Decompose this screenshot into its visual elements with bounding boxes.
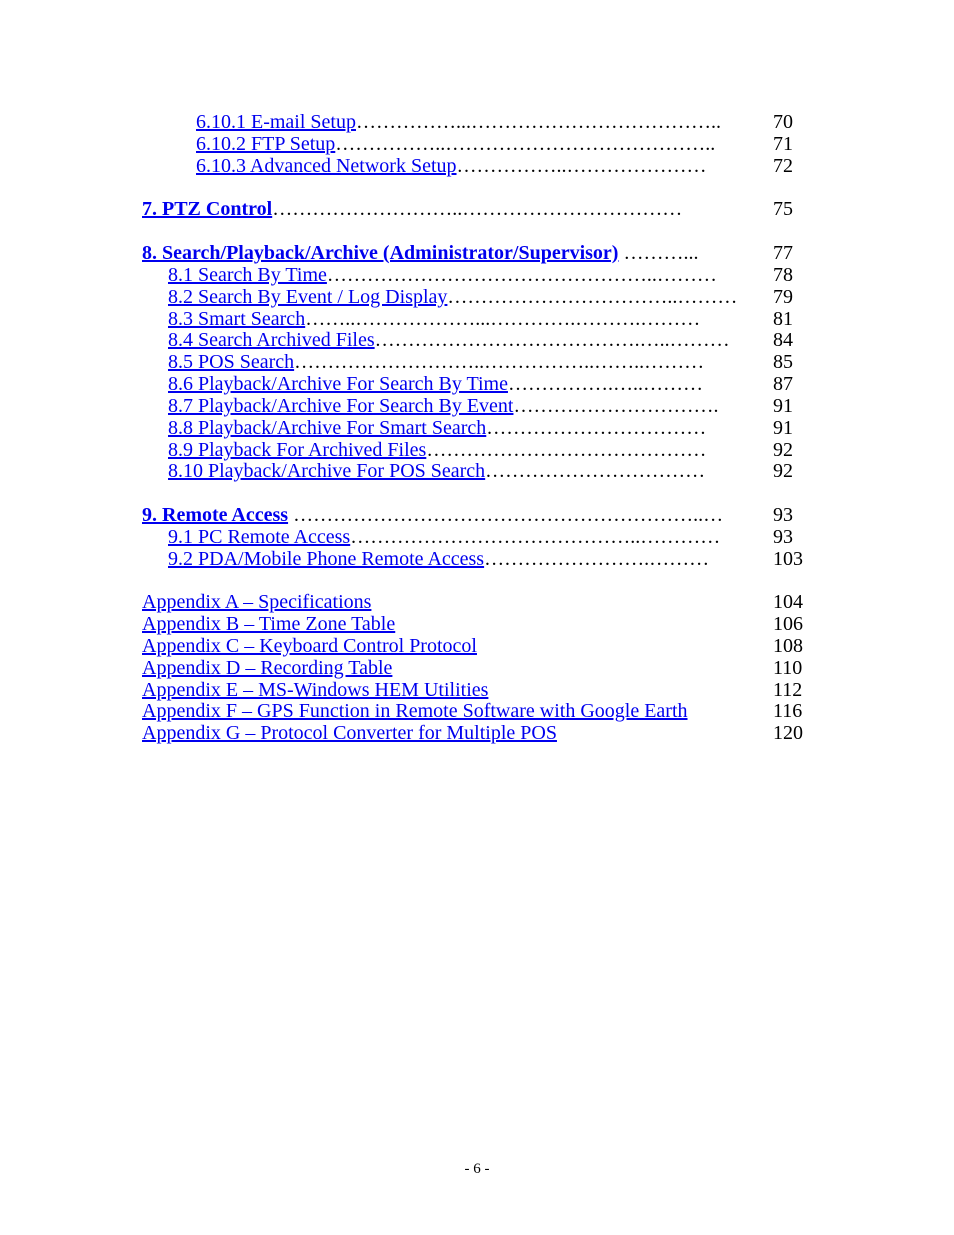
toc-link-8-3[interactable]: 8.3 Smart Search: [168, 308, 306, 330]
toc-link-8-5[interactable]: 8.5 POS Search: [168, 351, 295, 373]
toc-leader-dots: ………………………..……………..……..………: [294, 351, 705, 373]
toc-leader-dots: ……………………………: [486, 417, 707, 439]
toc-page-number: 92: [773, 439, 793, 461]
page-number-footer: - 6 -: [464, 1161, 490, 1177]
toc-page-number: 104: [773, 591, 803, 613]
toc-entry: [168, 308, 700, 330]
toc-link-8-4[interactable]: 8.4 Search Archived Files: [168, 329, 375, 351]
toc-page-number: 87: [773, 373, 793, 395]
toc-page-number: 110: [773, 657, 803, 679]
toc-link-7-ptz-control[interactable]: 7. PTZ Control: [142, 198, 273, 220]
toc-leader-dots: ……………………………………………………..…: [288, 504, 724, 526]
toc-link-8-6[interactable]: 8.6 Playback/Archive For Search By Time: [168, 373, 508, 395]
toc-entry: [196, 111, 721, 133]
toc-link-9-remote-access[interactable]: 9. Remote Access: [142, 504, 289, 526]
toc-page-number: 93: [773, 526, 793, 548]
toc-page-number: 120: [773, 722, 803, 744]
toc-leader-dots: ……………...………………………………..: [355, 111, 721, 133]
toc-link-8-10[interactable]: 8.10 Playback/Archive For POS Search: [168, 460, 486, 482]
toc-page-number: 84: [773, 329, 793, 351]
toc-entry: [168, 395, 718, 417]
toc-link-9-1[interactable]: 9.1 PC Remote Access: [168, 526, 351, 548]
toc-link-6-10-2[interactable]: 6.10.2 FTP Setup: [196, 133, 336, 155]
toc-page-number: 106: [773, 613, 803, 635]
toc-leader-dots: ……..………………...………….……….………: [305, 308, 701, 330]
toc-link-appendix-f[interactable]: Appendix F – GPS Function in Remote Software with Google Earth: [142, 700, 688, 722]
toc-page-number: 72: [773, 155, 793, 177]
toc-page-number: 71: [773, 133, 793, 155]
toc-page-number: 78: [773, 264, 793, 286]
toc-leader-dots: …………….…..………: [507, 373, 703, 395]
toc-page-number: 91: [773, 417, 793, 439]
toc-entry: [142, 242, 698, 264]
toc-link-8-1[interactable]: 8.1 Search By Time: [168, 264, 327, 286]
toc-leader-dots: ……………………………………: [426, 439, 707, 461]
toc-entry: [142, 613, 395, 635]
toc-leader-dots: ………...: [618, 242, 699, 264]
toc-leader-dots: …………………….………: [484, 548, 710, 570]
toc-entry: [196, 155, 707, 177]
toc-page-number: 75: [773, 198, 793, 220]
toc-leader-dots: ………………………….: [513, 395, 719, 417]
toc-link-9-2[interactable]: 9.2 PDA/Mobile Phone Remote Access: [168, 548, 485, 570]
toc-leader-dots: …………………………………………..………: [326, 264, 717, 286]
toc-leader-dots: ……………..…………………………………..: [335, 133, 716, 155]
toc-entry: [142, 657, 392, 679]
toc-entry: [168, 329, 730, 351]
toc-entry: [168, 351, 704, 373]
toc-page-number: 70: [773, 111, 793, 133]
toc-link-8-8[interactable]: 8.8 Playback/Archive For Smart Search: [168, 417, 487, 439]
toc-link-8-search-playback[interactable]: 8. Search/Playback/Archive (Administrator/Supervisor): [142, 242, 619, 264]
toc-link-appendix-b[interactable]: Appendix B – Time Zone Table: [142, 613, 396, 635]
toc-link-8-9[interactable]: 8.9 Playback For Archived Files: [168, 439, 427, 461]
toc-entry: [142, 635, 477, 657]
toc-entry: [142, 504, 723, 526]
toc-leader-dots: ……………………………..………: [447, 286, 738, 308]
toc-entry: [196, 133, 715, 155]
toc-page-number: 81: [773, 308, 793, 330]
toc-link-8-2[interactable]: 8.2 Search By Event / Log Display: [168, 286, 448, 308]
toc-entry: [168, 526, 720, 548]
toc-link-6-10-1[interactable]: 6.10.1 E-mail Setup: [196, 111, 356, 133]
toc-page-number: 85: [773, 351, 793, 373]
toc-link-8-7[interactable]: 8.7 Playback/Archive For Search By Event: [168, 395, 514, 417]
toc-entry: [168, 439, 706, 461]
toc-entry: [168, 460, 705, 482]
toc-entry: [168, 548, 709, 570]
toc-page-number: 79: [773, 286, 793, 308]
toc-leader-dots: ………………………………….…..………: [374, 329, 730, 351]
toc-leader-dots: ……………………………………..…………: [350, 526, 721, 548]
toc-page-number: 112: [773, 679, 803, 701]
toc-page-number: 103: [773, 548, 803, 570]
toc-page-number: 92: [773, 460, 793, 482]
toc-page-number: 116: [773, 700, 803, 722]
toc-entry: [142, 722, 557, 744]
toc-link-appendix-c[interactable]: Appendix C – Keyboard Control Protocol: [142, 635, 477, 657]
toc-entry: [168, 417, 706, 439]
toc-page-number: 77: [773, 242, 793, 264]
toc-link-6-10-3[interactable]: 6.10.3 Advanced Network Setup: [196, 155, 457, 177]
toc-entry: [142, 198, 682, 220]
toc-link-appendix-g[interactable]: Appendix G – Protocol Converter for Multiple POS: [142, 722, 557, 744]
toc-entry: [142, 679, 488, 701]
toc-page-number: 108: [773, 635, 803, 657]
toc-leader-dots: ……………………………: [485, 460, 706, 482]
toc-entry: [168, 264, 717, 286]
toc-entry: [168, 373, 703, 395]
toc-entry: [168, 286, 737, 308]
toc-leader-dots: ………………………..……………………………: [272, 198, 683, 220]
toc-link-appendix-d[interactable]: Appendix D – Recording Table: [142, 657, 393, 679]
toc-page-number: 93: [773, 504, 793, 526]
toc-entry: [142, 700, 688, 722]
toc-link-appendix-e[interactable]: Appendix E – MS-Windows HEM Utilities: [142, 679, 489, 701]
toc-leader-dots: ……………..…………………: [456, 155, 707, 177]
toc-link-appendix-a[interactable]: Appendix A – Specifications: [142, 591, 372, 613]
toc-page-number: 91: [773, 395, 793, 417]
toc-entry: [142, 591, 371, 613]
